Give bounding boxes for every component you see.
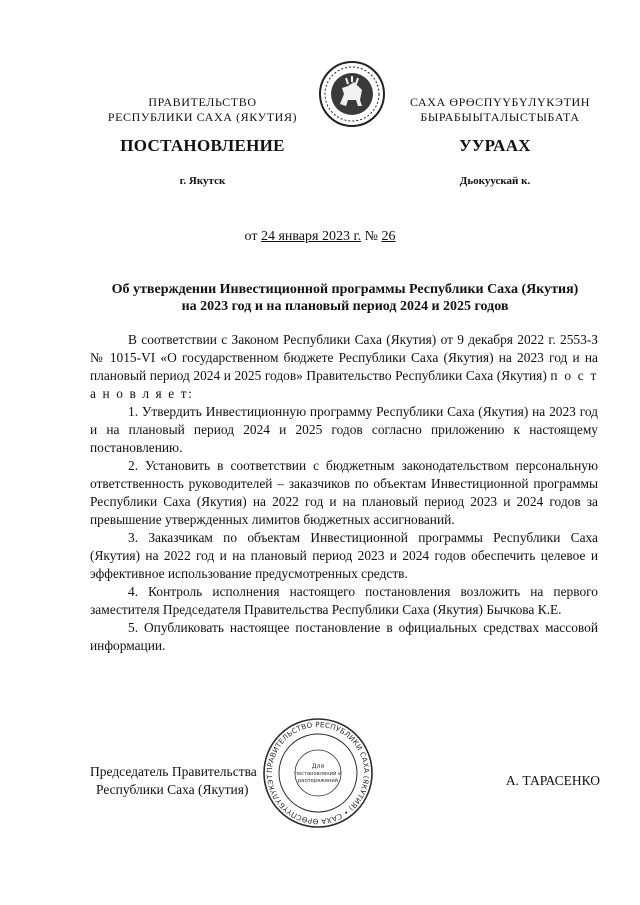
coat-of-arms-emblem	[318, 60, 386, 128]
item-3: 3. Заказчикам по объектам Инвестиционной программы Республики Саха (Якутия) на 2022 год и на плановый период 2023 и 2024 годов обеспечить целевое и эффективное использование предусмотренных средств.	[90, 530, 598, 581]
signatory-name: А. ТАРАСЕНКО	[505, 773, 600, 788]
issuer-sakha-line2: БЫРАБЫЫТАЛЫСТЫБАТА	[420, 110, 580, 124]
document-body	[90, 331, 598, 655]
issuer-ru-line2: РЕСПУБЛИКИ САХА (ЯКУТИЯ)	[107, 110, 298, 124]
issuer-sakha-line1: САХА ӨРӨСПҮҮБҮЛҮКЭТИН	[409, 95, 591, 109]
issuer-sakha	[395, 95, 605, 125]
intro-text: В соответствии с Законом Республики Саха (Якутия) от 9 декабря 2022 г. 2553-З № 1015-VI «О государственном бюджете Республики Саха (Якутия) на 2023 год и на плановый период 2024 и 2025 годов» Правительство Республики Саха (Якутия)	[90, 332, 598, 383]
document-dateline	[0, 229, 640, 245]
issuer-ru	[90, 95, 315, 125]
intro-paragraph	[90, 331, 598, 403]
official-stamp	[262, 717, 374, 829]
title-line2: на 2023 год и на плановый период 2024 и 2025 годов	[181, 299, 509, 314]
position-line1: Председатель Правительства	[90, 764, 257, 779]
issuer-ru-line1: ПРАВИТЕЛЬСТВО	[148, 95, 257, 109]
stamp-center-line1: Для	[311, 763, 325, 770]
item-4: 4. Контроль исполнения настоящего постановления возложить на первого заместителя Председателя Правительства Республики Саха (Якутия) Бычкова К.Е.	[90, 584, 598, 617]
document-number: 26	[381, 229, 396, 244]
stamp-ring-text: ПРАВИТЕЛЬСТВО РЕСПУБЛИКИ САХА (ЯКУТИЯ) • САХА ӨРӨСПҮҮБҮЛҮКЭТ	[264, 719, 372, 827]
decree-word: п о с т а н о в л я е т:	[90, 368, 598, 401]
title-line1: Об утверждении Инвестиционной программы Республики Саха (Якутия)	[111, 282, 579, 297]
position-line2: Республики Саха (Якутия)	[96, 782, 249, 797]
document-title	[60, 281, 630, 315]
city-sakha: Дьокуускай к.	[459, 175, 531, 187]
doc-type-ru: ПОСТАНОВЛЕНИЕ	[120, 136, 285, 155]
document-date: 24 января 2023 г.	[260, 229, 362, 244]
item-5: 5. Опубликовать настоящее постановление в официальных средствах массовой информации.	[90, 620, 598, 653]
item-1: 1. Утвердить Инвестиционную программу Республики Саха (Якутия) на 2023 год и на плановый период 2024 и 2025 годов согласно приложению к настоящему постановлению.	[90, 404, 598, 455]
doc-type-sakha: УУРААХ	[459, 136, 531, 155]
item-2: 2. Установить в соответствии с бюджетным законодательством персональную ответственность руководителей – заказчиков по объектам Инвестиционной программы Республики Саха (Якутия) на 2022 год и на плановый период 2023 и 2024 годов за превышение утвержденных лимитов бюджетных ассигнований.	[90, 458, 598, 527]
stamp-center-line2: постановлений и	[294, 771, 342, 777]
number-sign: №	[364, 229, 378, 244]
stamp-center-line3: распоряжений	[297, 778, 339, 784]
dateline-prefix: от	[244, 229, 258, 244]
city-ru: г. Якутск	[179, 175, 226, 187]
